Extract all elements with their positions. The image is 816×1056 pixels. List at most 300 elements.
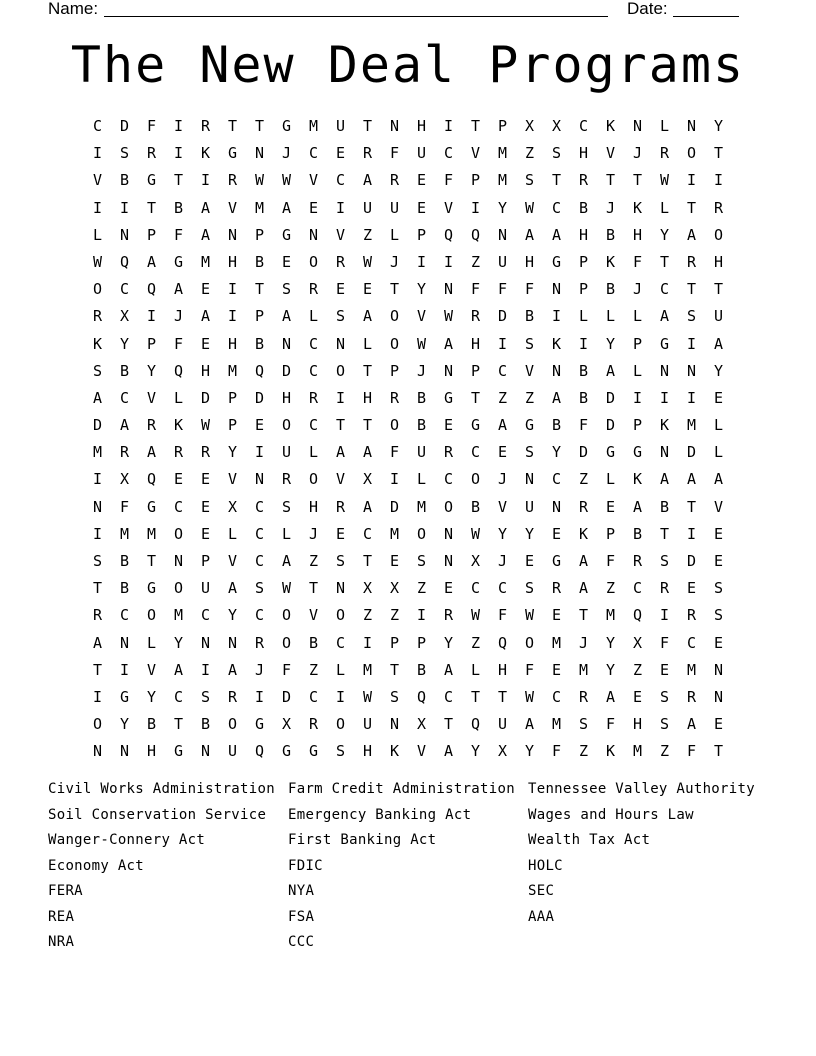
grid-letter[interactable]: P [470, 171, 481, 190]
grid-letter[interactable]: B [605, 225, 616, 244]
grid-letter[interactable]: W [362, 252, 373, 271]
grid-letter[interactable]: U [335, 117, 346, 135]
grid-letter[interactable]: R [362, 144, 373, 163]
grid-letter[interactable]: M [227, 361, 238, 380]
grid-letter[interactable]: Z [497, 388, 508, 407]
grid-letter[interactable]: Z [578, 470, 589, 489]
grid-letter[interactable]: V [605, 144, 616, 163]
grid-letter[interactable]: E [443, 579, 454, 598]
grid-letter[interactable]: U [362, 198, 373, 217]
grid-letter[interactable]: C [173, 687, 184, 706]
grid-letter[interactable]: F [497, 280, 508, 299]
grid-letter[interactable]: L [146, 633, 157, 652]
grid-letter[interactable]: I [119, 198, 130, 217]
grid-letter[interactable]: O [173, 524, 184, 543]
grid-letter[interactable]: Y [497, 524, 508, 543]
grid-letter[interactable]: C [497, 361, 508, 380]
grid-letter[interactable]: S [416, 552, 427, 570]
grid-letter[interactable]: L [308, 307, 319, 326]
grid-letter[interactable]: O [470, 470, 481, 489]
grid-letter[interactable]: N [686, 361, 697, 380]
grid-letter[interactable]: V [227, 552, 238, 570]
grid-letter[interactable]: F [173, 334, 184, 353]
grid-letter[interactable]: A [200, 307, 211, 326]
grid-letter[interactable]: R [308, 715, 319, 734]
grid-letter[interactable]: O [443, 497, 454, 516]
grid-letter[interactable]: I [686, 334, 697, 353]
grid-letter[interactable]: Y [605, 660, 616, 679]
grid-letter[interactable]: M [578, 660, 589, 679]
grid-letter[interactable]: R [119, 443, 130, 462]
grid-letter[interactable]: W [281, 171, 292, 190]
grid-letter[interactable]: N [92, 742, 103, 761]
grid-letter[interactable]: P [389, 361, 400, 380]
grid-letter[interactable]: F [281, 660, 292, 679]
grid-letter[interactable]: I [173, 144, 184, 163]
grid-letter[interactable]: H [227, 334, 238, 353]
grid-letter[interactable]: T [578, 606, 589, 625]
grid-letter[interactable]: T [389, 660, 400, 679]
grid-letter[interactable]: F [173, 225, 184, 244]
grid-letter[interactable]: J [497, 470, 508, 489]
grid-letter[interactable]: N [173, 552, 184, 570]
grid-letter[interactable]: N [119, 742, 130, 761]
grid-letter[interactable]: A [551, 225, 562, 244]
grid-letter[interactable]: J [578, 633, 589, 652]
grid-letter[interactable]: Z [389, 606, 400, 625]
grid-letter[interactable]: L [308, 443, 319, 462]
grid-letter[interactable]: M [200, 252, 211, 271]
grid-letter[interactable]: L [416, 470, 427, 489]
grid-letter[interactable]: I [335, 388, 346, 407]
grid-letter[interactable]: R [686, 252, 697, 271]
grid-letter[interactable]: X [389, 579, 400, 598]
grid-letter[interactable]: E [443, 416, 454, 435]
grid-letter[interactable]: C [362, 524, 373, 543]
grid-letter[interactable]: W [524, 606, 535, 625]
grid-letter[interactable]: V [146, 388, 157, 407]
grid-letter[interactable]: P [578, 252, 589, 271]
grid-letter[interactable]: O [308, 252, 319, 271]
grid-letter[interactable]: C [551, 687, 562, 706]
grid-letter[interactable]: B [119, 361, 130, 380]
grid-letter[interactable]: N [119, 633, 130, 652]
grid-letter[interactable]: M [92, 443, 103, 462]
grid-letter[interactable]: Z [362, 225, 373, 244]
grid-letter[interactable]: M [362, 660, 373, 679]
grid-letter[interactable]: I [713, 171, 724, 190]
grid-letter[interactable]: R [146, 416, 157, 435]
grid-letter[interactable]: I [551, 307, 562, 326]
grid-letter[interactable]: C [119, 280, 130, 299]
grid-letter[interactable]: W [524, 687, 535, 706]
grid-letter[interactable]: A [443, 660, 454, 679]
grid-letter[interactable]: T [605, 171, 616, 190]
grid-letter[interactable]: Y [524, 524, 535, 543]
grid-letter[interactable]: B [200, 715, 211, 734]
grid-letter[interactable]: Y [119, 715, 130, 734]
grid-letter[interactable]: L [605, 470, 616, 489]
grid-letter[interactable]: C [443, 687, 454, 706]
grid-letter[interactable]: E [713, 388, 724, 407]
grid-letter[interactable]: M [254, 198, 265, 217]
grid-letter[interactable]: C [92, 117, 103, 135]
grid-letter[interactable]: A [686, 225, 697, 244]
grid-letter[interactable]: C [200, 606, 211, 625]
grid-letter[interactable]: U [497, 252, 508, 271]
grid-letter[interactable]: T [389, 280, 400, 299]
grid-letter[interactable]: W [254, 171, 265, 190]
grid-letter[interactable]: O [308, 470, 319, 489]
grid-letter[interactable]: W [443, 307, 454, 326]
grid-letter[interactable]: A [146, 252, 157, 271]
grid-letter[interactable]: K [92, 334, 103, 353]
grid-letter[interactable]: X [227, 497, 238, 516]
grid-letter[interactable]: Z [308, 660, 319, 679]
grid-letter[interactable]: L [362, 334, 373, 353]
grid-letter[interactable]: E [713, 715, 724, 734]
grid-letter[interactable]: H [632, 715, 643, 734]
grid-letter[interactable]: J [254, 660, 265, 679]
grid-letter[interactable]: D [281, 687, 292, 706]
grid-letter[interactable]: T [227, 117, 238, 135]
grid-letter[interactable]: O [335, 715, 346, 734]
grid-letter[interactable]: C [551, 470, 562, 489]
grid-letter[interactable]: Z [362, 606, 373, 625]
grid-letter[interactable]: K [551, 334, 562, 353]
grid-letter[interactable]: I [389, 470, 400, 489]
grid-letter[interactable]: U [524, 497, 535, 516]
grid-letter[interactable]: T [362, 117, 373, 135]
grid-letter[interactable]: T [713, 144, 724, 163]
grid-letter[interactable]: R [578, 171, 589, 190]
grid-letter[interactable]: P [632, 334, 643, 353]
grid-letter[interactable]: E [497, 443, 508, 462]
grid-letter[interactable]: H [416, 117, 427, 135]
grid-letter[interactable]: S [578, 715, 589, 734]
grid-letter[interactable]: E [605, 497, 616, 516]
grid-letter[interactable]: K [605, 252, 616, 271]
grid-letter[interactable]: X [524, 117, 535, 135]
grid-letter[interactable]: L [173, 388, 184, 407]
grid-letter[interactable]: S [524, 334, 535, 353]
grid-letter[interactable]: C [551, 198, 562, 217]
grid-letter[interactable]: F [443, 171, 454, 190]
grid-letter[interactable]: F [686, 742, 697, 761]
grid-letter[interactable]: R [173, 443, 184, 462]
grid-letter[interactable]: V [713, 497, 724, 516]
grid-letter[interactable]: X [632, 633, 643, 652]
grid-letter[interactable]: E [200, 497, 211, 516]
grid-letter[interactable]: A [362, 497, 373, 516]
grid-letter[interactable]: E [200, 524, 211, 543]
grid-letter[interactable]: I [470, 198, 481, 217]
grid-letter[interactable]: N [281, 334, 292, 353]
grid-letter[interactable]: A [362, 443, 373, 462]
grid-letter[interactable]: R [659, 579, 670, 598]
grid-letter[interactable]: H [470, 334, 481, 353]
grid-letter[interactable]: O [389, 307, 400, 326]
grid-letter[interactable]: B [578, 198, 589, 217]
grid-letter[interactable]: A [713, 470, 724, 489]
grid-letter[interactable]: C [308, 361, 319, 380]
grid-letter[interactable]: M [686, 660, 697, 679]
grid-letter[interactable]: Y [416, 280, 427, 299]
grid-letter[interactable]: T [659, 524, 670, 543]
grid-letter[interactable]: O [173, 579, 184, 598]
grid-letter[interactable]: O [416, 524, 427, 543]
grid-letter[interactable]: A [605, 361, 616, 380]
grid-letter[interactable]: A [605, 687, 616, 706]
grid-letter[interactable]: B [470, 497, 481, 516]
grid-letter[interactable]: S [686, 307, 697, 326]
grid-letter[interactable]: T [254, 280, 265, 299]
grid-letter[interactable]: N [524, 470, 535, 489]
grid-letter[interactable]: S [389, 687, 400, 706]
grid-letter[interactable]: S [254, 579, 265, 598]
grid-letter[interactable]: N [551, 497, 562, 516]
grid-letter[interactable]: L [713, 443, 724, 462]
grid-letter[interactable]: W [92, 252, 103, 271]
grid-letter[interactable]: V [92, 171, 103, 190]
grid-letter[interactable]: P [254, 307, 265, 326]
grid-letter[interactable]: R [227, 171, 238, 190]
grid-letter[interactable]: A [227, 660, 238, 679]
grid-letter[interactable]: A [578, 552, 589, 570]
grid-letter[interactable]: S [659, 715, 670, 734]
grid-letter[interactable]: L [605, 307, 616, 326]
grid-letter[interactable]: I [254, 687, 265, 706]
grid-letter[interactable]: B [578, 388, 589, 407]
grid-letter[interactable]: Y [605, 633, 616, 652]
grid-letter[interactable]: V [308, 606, 319, 625]
grid-letter[interactable]: M [497, 171, 508, 190]
grid-letter[interactable]: I [632, 388, 643, 407]
grid-letter[interactable]: S [659, 687, 670, 706]
grid-letter[interactable]: I [686, 171, 697, 190]
grid-letter[interactable]: Y [227, 606, 238, 625]
grid-letter[interactable]: G [308, 742, 319, 761]
grid-letter[interactable]: A [119, 416, 130, 435]
grid-letter[interactable]: I [92, 198, 103, 217]
grid-letter[interactable]: C [308, 334, 319, 353]
grid-letter[interactable]: B [416, 660, 427, 679]
grid-letter[interactable]: I [200, 171, 211, 190]
grid-letter[interactable]: S [335, 552, 346, 570]
grid-letter[interactable]: Q [443, 225, 454, 244]
grid-letter[interactable]: I [362, 633, 373, 652]
grid-letter[interactable]: Z [308, 552, 319, 570]
grid-letter[interactable]: T [173, 171, 184, 190]
grid-letter[interactable]: T [362, 361, 373, 380]
grid-letter[interactable]: K [605, 117, 616, 135]
grid-letter[interactable]: E [200, 334, 211, 353]
grid-letter[interactable]: E [335, 524, 346, 543]
grid-letter[interactable]: A [578, 579, 589, 598]
grid-letter[interactable]: N [632, 117, 643, 135]
grid-letter[interactable]: F [578, 416, 589, 435]
grid-letter[interactable]: A [524, 715, 535, 734]
grid-letter[interactable]: M [551, 715, 562, 734]
grid-letter[interactable]: R [200, 117, 211, 135]
grid-letter[interactable]: P [146, 225, 157, 244]
grid-letter[interactable]: S [92, 361, 103, 380]
grid-letter[interactable]: E [659, 660, 670, 679]
grid-letter[interactable]: T [92, 579, 103, 598]
grid-letter[interactable]: Q [470, 225, 481, 244]
grid-letter[interactable]: E [551, 660, 562, 679]
grid-letter[interactable]: B [254, 252, 265, 271]
grid-letter[interactable]: T [335, 416, 346, 435]
grid-letter[interactable]: R [632, 552, 643, 570]
grid-letter[interactable]: G [146, 171, 157, 190]
grid-letter[interactable]: G [605, 443, 616, 462]
grid-letter[interactable]: N [713, 660, 724, 679]
grid-letter[interactable]: B [578, 361, 589, 380]
grid-letter[interactable]: I [443, 252, 454, 271]
grid-letter[interactable]: M [119, 524, 130, 543]
grid-letter[interactable]: C [443, 144, 454, 163]
grid-letter[interactable]: R [227, 687, 238, 706]
grid-letter[interactable]: U [227, 742, 238, 761]
grid-letter[interactable]: E [200, 470, 211, 489]
grid-letter[interactable]: R [686, 687, 697, 706]
grid-letter[interactable]: U [713, 307, 724, 326]
grid-letter[interactable]: I [416, 252, 427, 271]
grid-letter[interactable]: O [713, 225, 724, 244]
grid-letter[interactable]: C [578, 117, 589, 135]
grid-letter[interactable]: T [254, 117, 265, 135]
grid-letter[interactable]: N [335, 579, 346, 598]
grid-letter[interactable]: C [470, 443, 481, 462]
grid-letter[interactable]: E [173, 470, 184, 489]
grid-letter[interactable]: E [713, 633, 724, 652]
grid-letter[interactable]: O [281, 606, 292, 625]
grid-letter[interactable]: R [551, 579, 562, 598]
grid-letter[interactable]: L [335, 660, 346, 679]
grid-letter[interactable]: W [416, 334, 427, 353]
grid-letter[interactable]: E [713, 552, 724, 570]
grid-letter[interactable]: D [497, 307, 508, 326]
grid-letter[interactable]: Q [416, 687, 427, 706]
grid-letter[interactable]: C [119, 388, 130, 407]
grid-letter[interactable]: F [605, 715, 616, 734]
grid-letter[interactable]: O [335, 361, 346, 380]
grid-letter[interactable]: Q [254, 742, 265, 761]
grid-letter[interactable]: E [686, 579, 697, 598]
grid-letter[interactable]: L [632, 361, 643, 380]
grid-letter[interactable]: O [92, 280, 103, 299]
grid-letter[interactable]: V [416, 307, 427, 326]
grid-letter[interactable]: R [281, 470, 292, 489]
grid-letter[interactable]: C [254, 606, 265, 625]
grid-letter[interactable]: M [146, 524, 157, 543]
grid-letter[interactable]: X [551, 117, 562, 135]
grid-letter[interactable]: R [659, 144, 670, 163]
grid-letter[interactable]: R [443, 606, 454, 625]
grid-letter[interactable]: Z [470, 633, 481, 652]
grid-letter[interactable]: T [470, 687, 481, 706]
grid-letter[interactable]: S [659, 552, 670, 570]
grid-letter[interactable]: D [605, 416, 616, 435]
grid-letter[interactable]: T [146, 552, 157, 570]
grid-letter[interactable]: R [389, 171, 400, 190]
grid-letter[interactable]: L [632, 307, 643, 326]
grid-letter[interactable]: A [281, 198, 292, 217]
grid-letter[interactable]: I [92, 144, 103, 163]
grid-letter[interactable]: X [497, 742, 508, 761]
grid-letter[interactable]: E [416, 198, 427, 217]
grid-letter[interactable]: A [713, 334, 724, 353]
grid-letter[interactable]: G [227, 144, 238, 163]
grid-letter[interactable]: C [173, 497, 184, 516]
grid-letter[interactable]: O [389, 334, 400, 353]
grid-letter[interactable]: S [713, 606, 724, 625]
grid-letter[interactable]: J [389, 252, 400, 271]
grid-letter[interactable]: N [389, 117, 400, 135]
grid-letter[interactable]: I [173, 117, 184, 135]
grid-letter[interactable]: N [443, 524, 454, 543]
grid-letter[interactable]: N [227, 633, 238, 652]
grid-letter[interactable]: T [92, 660, 103, 679]
grid-letter[interactable]: O [524, 633, 535, 652]
grid-letter[interactable]: Z [524, 388, 535, 407]
grid-letter[interactable]: B [605, 280, 616, 299]
grid-letter[interactable]: Y [146, 361, 157, 380]
grid-letter[interactable]: A [443, 334, 454, 353]
grid-letter[interactable]: Q [146, 280, 157, 299]
grid-letter[interactable]: A [173, 280, 184, 299]
grid-letter[interactable]: A [281, 552, 292, 570]
grid-letter[interactable]: T [470, 117, 481, 135]
grid-letter[interactable]: Z [524, 144, 535, 163]
grid-letter[interactable]: T [713, 280, 724, 299]
grid-letter[interactable]: X [362, 579, 373, 598]
grid-letter[interactable]: F [146, 117, 157, 135]
grid-letter[interactable]: O [281, 633, 292, 652]
grid-letter[interactable]: E [200, 280, 211, 299]
grid-letter[interactable]: R [578, 687, 589, 706]
grid-letter[interactable]: G [254, 715, 265, 734]
grid-letter[interactable]: R [92, 307, 103, 326]
grid-letter[interactable]: D [389, 497, 400, 516]
grid-letter[interactable]: P [146, 334, 157, 353]
grid-letter[interactable]: M [632, 742, 643, 761]
grid-letter[interactable]: T [659, 252, 670, 271]
grid-letter[interactable]: A [146, 443, 157, 462]
grid-letter[interactable]: J [632, 280, 643, 299]
grid-letter[interactable]: G [443, 388, 454, 407]
grid-letter[interactable]: V [308, 171, 319, 190]
grid-letter[interactable]: I [659, 388, 670, 407]
grid-letter[interactable]: K [389, 742, 400, 761]
grid-letter[interactable]: G [173, 252, 184, 271]
grid-letter[interactable]: Y [524, 742, 535, 761]
grid-letter[interactable]: E [713, 524, 724, 543]
grid-letter[interactable]: O [146, 606, 157, 625]
grid-letter[interactable]: N [227, 225, 238, 244]
grid-letter[interactable]: Z [470, 252, 481, 271]
grid-letter[interactable]: H [497, 660, 508, 679]
grid-letter[interactable]: P [416, 225, 427, 244]
grid-letter[interactable]: C [335, 171, 346, 190]
grid-letter[interactable]: N [254, 144, 265, 163]
grid-letter[interactable]: C [254, 552, 265, 570]
grid-letter[interactable]: R [443, 443, 454, 462]
grid-letter[interactable]: A [551, 388, 562, 407]
grid-letter[interactable]: W [200, 416, 211, 435]
grid-letter[interactable]: H [308, 497, 319, 516]
